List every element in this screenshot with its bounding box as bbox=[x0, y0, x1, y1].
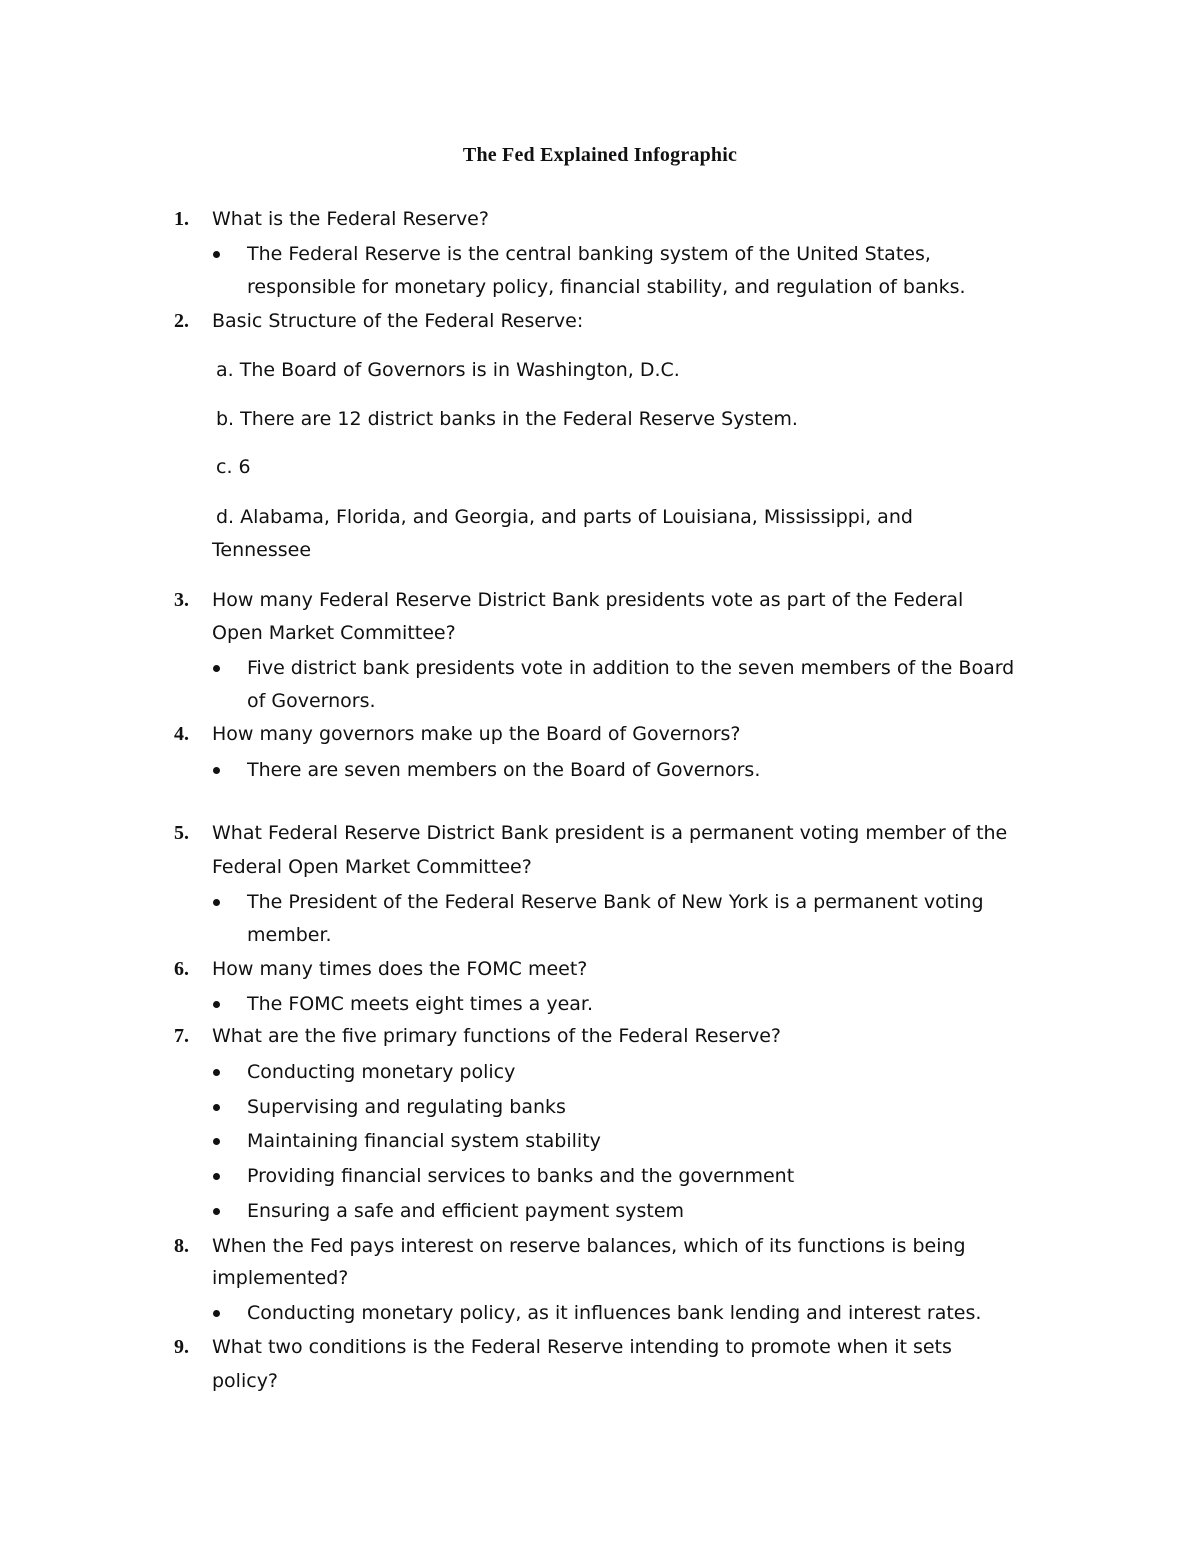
bullet-icon bbox=[211, 1129, 225, 1143]
q9-question-line2: policy? bbox=[212, 1370, 279, 1392]
q4-number: 4. bbox=[174, 723, 189, 745]
q2-question: Basic Structure of the Federal Reserve: bbox=[212, 310, 584, 332]
q1-question: What is the Federal Reserve? bbox=[212, 208, 489, 230]
q5-question-line2: Federal Open Market Committee? bbox=[212, 856, 532, 878]
q2-number: 2. bbox=[174, 310, 189, 332]
q3-question-line1: How many Federal Reserve District Bank presidents vote as part of the Federal bbox=[212, 589, 964, 611]
q6-answer: The FOMC meets eight times a year. bbox=[247, 993, 594, 1015]
bullet-icon bbox=[211, 992, 225, 1006]
q1-answer-line2: responsible for monetary policy, financial stability, and regulation of banks. bbox=[247, 276, 966, 298]
q1-answer-line1: The Federal Reserve is the central banking system of the United States, bbox=[247, 243, 931, 265]
q5-answer-line1: The President of the Federal Reserve Bank of New York is a permanent voting bbox=[247, 891, 984, 913]
q7-function: Maintaining financial system stability bbox=[247, 1130, 601, 1152]
q2-item-d-line2: Tennessee bbox=[212, 539, 312, 561]
q9-question-line1: What two conditions is the Federal Reserve intending to promote when it sets bbox=[212, 1336, 952, 1358]
q2-item-b: b. There are 12 district banks in the Federal Reserve System. bbox=[216, 408, 798, 430]
q4-answer: There are seven members on the Board of Governors. bbox=[247, 759, 761, 781]
q9-number: 9. bbox=[174, 1336, 189, 1358]
bullet-icon bbox=[211, 1301, 225, 1315]
q3-answer-line2: of Governors. bbox=[247, 690, 376, 712]
q3-answer-line1: Five district bank presidents vote in addition to the seven members of the Board bbox=[247, 657, 1015, 679]
bullet-icon bbox=[211, 758, 225, 772]
q7-function: Supervising and regulating banks bbox=[247, 1096, 566, 1118]
q6-number: 6. bbox=[174, 958, 189, 980]
bullet-icon bbox=[211, 1060, 225, 1074]
q8-number: 8. bbox=[174, 1235, 189, 1257]
q4-question: How many governors make up the Board of Governors? bbox=[212, 723, 741, 745]
q1-number: 1. bbox=[174, 208, 189, 230]
bullet-icon bbox=[211, 1199, 225, 1213]
bullet-icon bbox=[211, 1164, 225, 1178]
q7-function: Providing financial services to banks and the government bbox=[247, 1165, 795, 1187]
q2-item-a: a. The Board of Governors is in Washington, D.C. bbox=[216, 359, 680, 381]
q2-item-d-line1: d. Alabama, Florida, and Georgia, and parts of Louisiana, Mississippi, and bbox=[216, 506, 913, 528]
q5-number: 5. bbox=[174, 822, 189, 844]
q7-function: Ensuring a safe and efficient payment system bbox=[247, 1200, 685, 1222]
bullet-icon bbox=[211, 242, 225, 256]
q8-answer: Conducting monetary policy, as it influences bank lending and interest rates. bbox=[247, 1302, 982, 1324]
document-title: The Fed Explained Infographic bbox=[462, 144, 738, 166]
q8-question-line2: implemented? bbox=[212, 1267, 349, 1289]
q3-number: 3. bbox=[174, 589, 189, 611]
q5-answer-line2: member. bbox=[247, 924, 332, 946]
q7-function: Conducting monetary policy bbox=[247, 1061, 516, 1083]
q7-question: What are the five primary functions of the Federal Reserve? bbox=[212, 1025, 781, 1047]
q2-item-c: c. 6 bbox=[216, 456, 251, 478]
q3-question-line2: Open Market Committee? bbox=[212, 622, 456, 644]
bullet-icon bbox=[211, 656, 225, 670]
q6-question: How many times does the FOMC meet? bbox=[212, 958, 588, 980]
q5-question-line1: What Federal Reserve District Bank president is a permanent voting member of the bbox=[212, 822, 1008, 844]
q8-question-line1: When the Fed pays interest on reserve balances, which of its functions is being bbox=[212, 1235, 966, 1257]
bullet-icon bbox=[211, 1095, 225, 1109]
q7-number: 7. bbox=[174, 1025, 189, 1047]
bullet-icon bbox=[211, 890, 225, 904]
